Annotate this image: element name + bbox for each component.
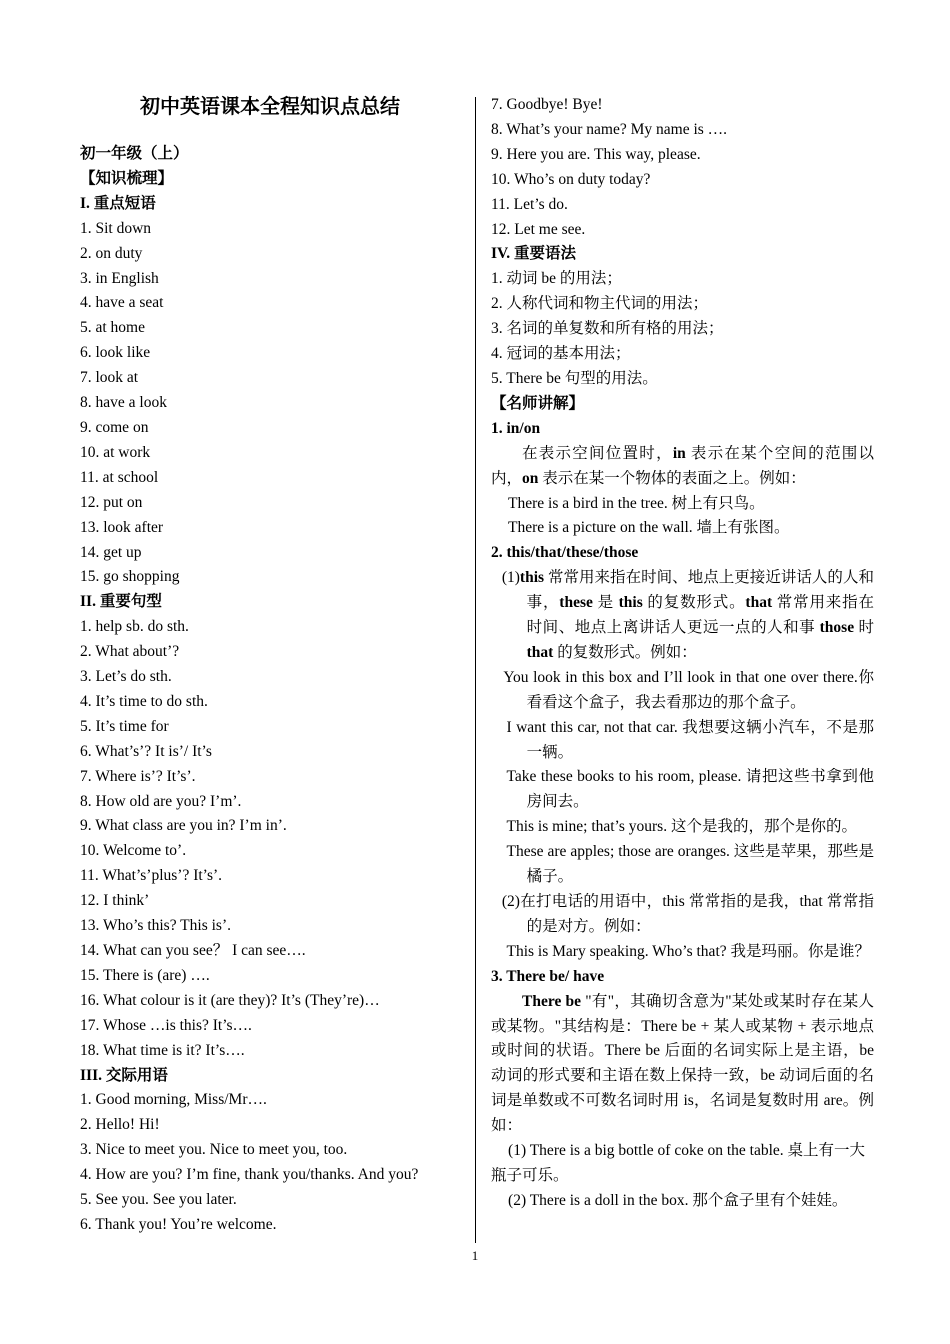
sentence-item: 16. What colour is it (are they)? It’s (They’re)…: [80, 991, 380, 1009]
section-heading-sentences: II. 重要句型: [80, 593, 162, 611]
topic-heading-demonstratives: 2. this/that/these/those: [491, 544, 639, 562]
example-sentence: (1) There is a big bottle of coke on the table. 桌上有一大瓶子可乐。: [491, 1142, 866, 1184]
example-sentence: Take these books to his room, please. 请把这些书拿到他房间去。: [506, 768, 874, 811]
phrase-item: 4. have a seat: [80, 294, 164, 312]
grammar-item: 1. 动词 be 的用法；: [491, 270, 622, 288]
phrase-item: 11. at school: [80, 468, 159, 486]
sentence-item: 14. What can you see？ I can see….: [80, 942, 306, 959]
sentence-item: 2. What about’?: [80, 643, 180, 661]
sentence-item: 5. It’s time for: [80, 717, 169, 735]
example-sentence: (2) There is a doll in the box. 那个盒子里有个娃娃。: [508, 1191, 848, 1209]
phrase-item: 12. put on: [80, 493, 143, 511]
sentence-item: 11. What’s’plus’? It’s’.: [80, 867, 223, 885]
grade-heading: 初一年级（上）: [80, 145, 189, 162]
grammar-item: 2. 人称代词和物主代词的用法；: [491, 295, 709, 313]
expression-item: 9. Here you are. This way, please.: [491, 145, 701, 163]
example-sentence: You look in this box and I’ll look in that one over there.你看看这个盒子，我去看那边的那个盒子。: [503, 668, 874, 711]
phrase-item: 2. on duty: [80, 244, 143, 262]
expression-item: 4. How are you? I’m fine, thank you/thanks. And you?: [80, 1166, 419, 1184]
sentence-item: 12. I think’: [80, 892, 150, 910]
grammar-item: 3. 名词的单复数和所有格的用法；: [491, 320, 724, 338]
topic-paragraph: There be "有"，其确切含意为"某处或某时存在某人或某物。"其结构是：There be + 某人或某物 + 表示地点或时间的状语。There be 后面的名词实际上是主语，be 动词的形式要和主语在数上保持一致，be 动词后面的名词是单数或不可数名词时用 is，名词是复数时用 are。例如：: [491, 992, 874, 1135]
phrase-item: 3. in English: [80, 269, 159, 287]
sentence-item: 13. Who’s this? This is’.: [80, 917, 231, 935]
expression-item: 2. Hello! Hi!: [80, 1116, 160, 1134]
sentence-item: 15. There is (are) ….: [80, 966, 210, 984]
sentence-item: 1. help sb. do sth.: [80, 618, 189, 636]
column-divider: [475, 97, 476, 1243]
sentence-item: 7. Where is’? It’s’.: [80, 767, 196, 785]
example-sentence: There is a picture on the wall. 墙上有张图。: [508, 519, 790, 537]
topic-heading-in-on: 1. in/on: [491, 419, 541, 437]
section-heading-phrases: I. 重点短语: [80, 194, 156, 212]
expression-item: 12. Let me see.: [491, 220, 586, 238]
section-heading-communication: III. 交际用语: [80, 1066, 168, 1084]
expression-item: 5. See you. See you later.: [80, 1191, 237, 1209]
example-sentence: This is Mary speaking. Who’s that? 我是玛丽。你是谁？: [506, 942, 871, 960]
left-column: [80, 93, 460, 1238]
topic-paragraph: 在表示空间位置时，in 表示在某个空间的范围以内，on 表示在某一个物体的表面之上。例如：: [491, 444, 874, 487]
sentence-item: 3. Let’s do sth.: [80, 668, 172, 686]
expression-item: 7. Goodbye! Bye!: [491, 96, 603, 113]
example-sentence: This is mine; that’s yours. 这个是我的，那个是你的。: [506, 818, 857, 836]
topic-paragraph: (2)在打电话的用语中，this 常常指的是我，that 常常指的是对方。例如：: [501, 893, 874, 935]
grammar-item: 4. 冠词的基本用法；: [491, 345, 631, 363]
phrase-item: 7. look at: [80, 369, 139, 387]
grammar-item: 5. There be 句型的用法。: [491, 369, 658, 387]
sentence-item: 4. It’s time to do sth.: [80, 692, 208, 710]
sentence-item: 9. What class are you in? I’m in’.: [80, 817, 287, 835]
document-title: 初中英语课本全程知识点总结: [140, 96, 400, 118]
phrase-item: 15. go shopping: [80, 568, 180, 586]
phrase-item: 8. have a look: [80, 394, 167, 412]
knowledge-header: 【知识梳理】: [80, 169, 174, 187]
expression-item: 3. Nice to meet you. Nice to meet you, too.: [80, 1141, 348, 1159]
sentence-item: 17. Whose …is this? It’s….: [80, 1016, 252, 1034]
topic-paragraph: (1)this 常常用来指在时间、地点上更接近讲话人的人和事，these 是 this 的复数形式。that 常常用来指在时间、地点上离讲话人更远一点的人和事 those 时 that 的复数形式。例如：: [501, 569, 874, 661]
sentence-item: 8. How old are you? I’m’.: [80, 792, 242, 810]
teacher-header: 【名师讲解】: [491, 394, 585, 412]
phrase-item: 6. look like: [80, 344, 151, 362]
sentence-item: 10. Welcome to’.: [80, 842, 187, 860]
expression-item: 6. Thank you! You’re welcome.: [80, 1215, 277, 1233]
expression-item: 1. Good morning, Miss/Mr….: [80, 1091, 267, 1109]
section-heading-grammar: IV. 重要语法: [491, 245, 576, 263]
phrase-item: 5. at home: [80, 319, 145, 337]
example-sentence: These are apples; those are oranges. 这些是苹果，那些是橘子。: [506, 843, 874, 886]
phrase-item: 13. look after: [80, 518, 164, 536]
phrase-item: 14. get up: [80, 543, 142, 561]
example-sentence: There is a bird in the tree. 树上有只鸟。: [508, 494, 765, 512]
example-sentence: I want this car, not that car. 我想要这辆小汽车，不是那一辆。: [506, 718, 874, 761]
topic-heading-there-be: 3. There be/ have: [491, 967, 605, 985]
right-column: [491, 93, 874, 1214]
expression-item: 11. Let’s do.: [491, 195, 568, 213]
phrase-item: 9. come on: [80, 418, 149, 436]
phrase-item: 10. at work: [80, 443, 151, 461]
page-number: 1: [471, 1248, 479, 1263]
sentence-item: 6. What’s’? It is’/ It’s: [80, 742, 212, 760]
phrase-item: 1. Sit down: [80, 219, 152, 237]
expression-item: 8. What’s your name? My name is ….: [491, 120, 728, 138]
sentence-item: 18. What time is it? It’s….: [80, 1041, 245, 1059]
expression-item: 10. Who’s on duty today?: [491, 170, 651, 188]
